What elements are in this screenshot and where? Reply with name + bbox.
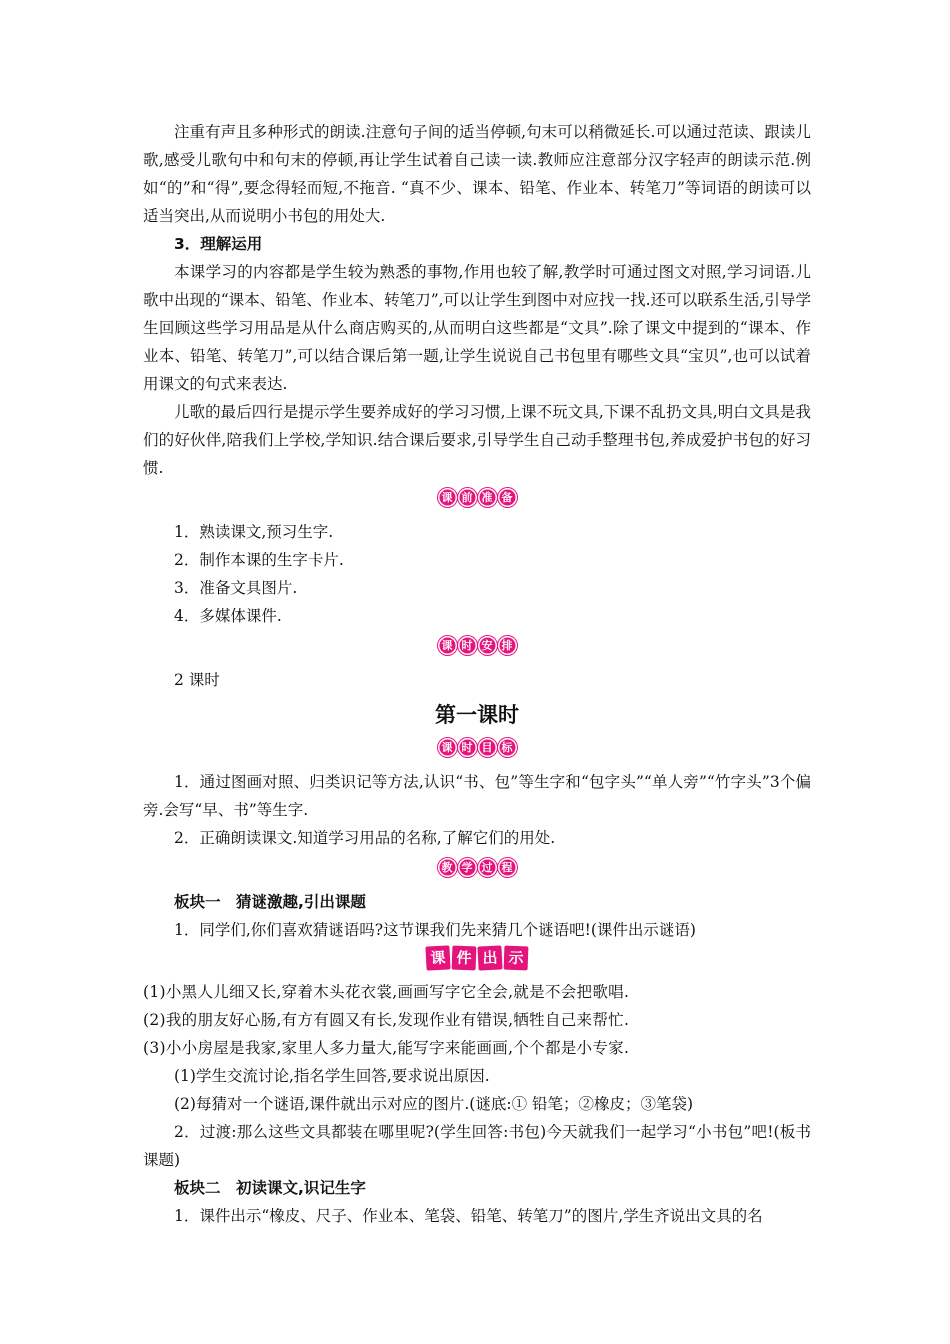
badge-preparation — [143, 486, 811, 510]
section-heading-understanding: 3．理解运用 — [174, 235, 263, 253]
courseware-char: 出 — [477, 945, 502, 970]
step-item: 1．课件出示“橡皮、尺子、作业本、笔袋、铅笔、转笔刀”的图片,学生齐说出文具的名 — [174, 1207, 763, 1225]
badge-teaching-process — [143, 856, 811, 880]
badge-schedule — [143, 634, 811, 658]
courseware-char: 示 — [504, 946, 529, 971]
block-heading-2: 板块二 初读课文,识记生字 — [174, 1179, 366, 1197]
badge-objectives — [143, 736, 811, 760]
badge-char: 过 — [478, 858, 497, 877]
prep-item: 1．熟读课文,预习生字. — [174, 523, 334, 541]
badge-char: 安 — [478, 636, 497, 655]
paragraph-habits: 儿歌的最后四行是提示学生要养成好的学习习惯,上课不玩文具,下课不乱扔文具,明白文具是我们的好伙伴,陪我们上学校,学知识.结合课后要求,引导学生自己动手整理书包,养成爱护书包的好习惯. — [143, 403, 811, 477]
prep-item: 4．多媒体课件. — [174, 607, 282, 625]
lesson-title: 第一课时 — [435, 703, 519, 727]
class-hours: 2 课时 — [174, 671, 220, 689]
discussion-note: (2)每猜对一个谜语,课件就出示对应的图片.(谜底:① 铅笔；②橡皮；③笔袋) — [174, 1095, 694, 1113]
objective-item: 2．正确朗读课文.知道学习用品的名称,了解它们的用处. — [174, 829, 556, 847]
badge-char: 学 — [458, 858, 477, 877]
riddle-item: (2)我的朋友好心肠,有方有圆又有长,发现作业有错误,牺牲自己来帮忙. — [143, 1011, 630, 1029]
badge-char: 标 — [498, 738, 517, 757]
badge-char: 课 — [438, 636, 457, 655]
badge-char: 排 — [498, 636, 517, 655]
riddle-item: (1)小黑人儿细又长,穿着木头花衣裳,画画写字它全会,就是不会把歌唱. — [143, 983, 630, 1001]
badge-char: 教 — [438, 858, 457, 877]
block-heading-1: 板块一 猜谜激趣,引出课题 — [174, 893, 366, 911]
riddle-item: (3)小小房屋是我家,家里人多力量大,能写字来能画画,个个都是小专家. — [143, 1039, 630, 1057]
page-content — [143, 118, 811, 1230]
paragraph-understanding: 本课学习的内容都是学生较为熟悉的事物,作用也较了解,教学时可通过图文对照,学习词语.儿歌中出现的“课本、铅笔、作业本、转笔刀”,可以让学生到图中对应找一找.还可以联系生活,引导学生回顾这些学习用品是从什么商店购买的,从而明白这些都是“文具”.除了课文中提到的“课本、作业本、铅笔、转笔刀”,可以结合课后第一题,让学生说说自己书包里有哪些文具“宝贝”,也可以试着用课文的句式来表达. — [143, 263, 811, 393]
courseware-char: 件 — [452, 946, 477, 971]
badge-char: 准 — [478, 488, 497, 507]
badge-char: 时 — [458, 636, 477, 655]
courseware-char: 课 — [425, 945, 450, 970]
badge-char: 时 — [458, 738, 477, 757]
courseware-label — [143, 946, 811, 974]
discussion-note: (1)学生交流讨论,指名学生回答,要求说出原因. — [174, 1067, 490, 1085]
badge-char: 课 — [438, 488, 457, 507]
prep-item: 2．制作本课的生字卡片. — [174, 551, 344, 569]
badge-char: 程 — [498, 858, 517, 877]
paragraph-reading: 注重有声且多种形式的朗读.注意句子间的适当停顿,句末可以稍微延长.可以通过范读、跟读儿歌,感受儿歌句中和句末的停顿,再让学生试着自己读一读.教师应注意部分汉字轻声的朗读示范.例如“的”和“得”,要念得轻而短,不拖音. “真不少、课本、铅笔、作业本、转笔刀”等词语的朗读可以适当突出,从而说明小书包的用处大. — [143, 123, 811, 225]
prep-item: 3．准备文具图片. — [174, 579, 298, 597]
badge-char: 课 — [438, 738, 457, 757]
badge-char: 目 — [478, 738, 497, 757]
badge-char: 备 — [498, 488, 517, 507]
badge-char: 前 — [458, 488, 477, 507]
step-item: 1．同学们,你们喜欢猜谜语吗?这节课我们先来猜几个谜语吧!(课件出示谜语) — [174, 921, 696, 939]
step-item: 2．过渡:那么这些文具都装在哪里呢?(学生回答:书包)今天就我们一起学习“小书包”吧!(板书课题) — [143, 1123, 811, 1169]
objective-item: 1．通过图画对照、归类识记等方法,认识“书、包”等生字和“包字头”“单人旁”“竹字头”3个偏旁.会写“早、书”等生字. — [143, 773, 811, 819]
